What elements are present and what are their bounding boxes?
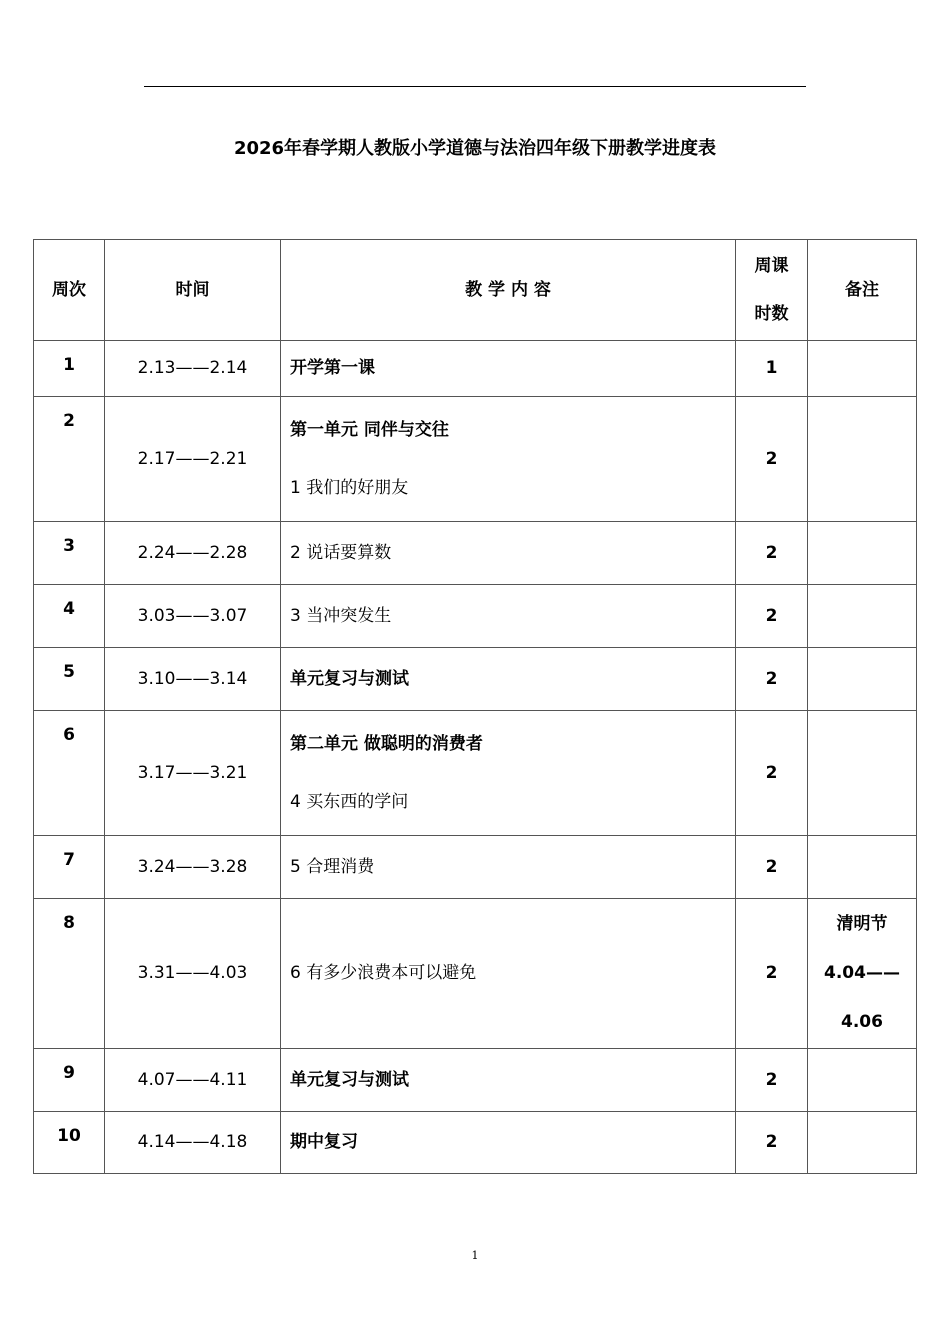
content-cell: 开学第一课 (281, 341, 736, 397)
note-cell (808, 397, 917, 522)
time-cell: 3.17——3.21 (105, 711, 281, 836)
content-cell: 2 说话要算数 (281, 522, 736, 585)
content-cell: 6 有多少浪费本可以避免 (281, 899, 736, 1049)
week-cell: 7 (34, 836, 105, 899)
week-cell: 6 (34, 711, 105, 836)
schedule-table (33, 239, 917, 1174)
note-holiday: 清明节 (836, 914, 888, 934)
hours-cell: 2 (736, 522, 808, 585)
week-cell: 9 (34, 1049, 105, 1112)
note-cell (808, 1049, 917, 1112)
header-note: 备注 (808, 240, 917, 341)
header-hours-line2: 时数 (754, 304, 789, 324)
note-date-end: 4.06 (841, 1012, 883, 1032)
table-row (34, 585, 917, 648)
content-cell: 单元复习与测试 (281, 648, 736, 711)
content-cell: 3 当冲突发生 (281, 585, 736, 648)
table-row (34, 836, 917, 899)
note-date-start: 4.04—— (824, 963, 900, 983)
time-cell: 3.03——3.07 (105, 585, 281, 648)
week-cell: 5 (34, 648, 105, 711)
time-cell: 4.14——4.18 (105, 1112, 281, 1174)
document-title: 2026年春学期人教版小学道德与法治四年级下册教学进度表 (233, 138, 717, 159)
note-cell (808, 899, 917, 1049)
week-cell: 8 (34, 899, 105, 1049)
week-cell: 4 (34, 585, 105, 648)
week-cell: 1 (34, 341, 105, 397)
table-row (34, 711, 917, 836)
time-cell: 2.13——2.14 (105, 341, 281, 397)
hours-cell: 2 (736, 585, 808, 648)
hours-cell: 2 (736, 397, 808, 522)
hours-cell: 2 (736, 711, 808, 836)
hours-cell: 2 (736, 899, 808, 1049)
note-cell (808, 711, 917, 836)
content-cell (281, 711, 736, 836)
header-rule (144, 86, 806, 87)
note-cell (808, 341, 917, 397)
note-cell (808, 522, 917, 585)
header-hours-line1: 周课 (754, 256, 789, 276)
table-row (34, 522, 917, 585)
header-hours (736, 240, 808, 341)
table-row (34, 341, 917, 397)
note-cell (808, 1112, 917, 1174)
table-row (34, 1049, 917, 1112)
note-cell (808, 836, 917, 899)
hours-cell: 2 (736, 648, 808, 711)
hours-cell: 2 (736, 1112, 808, 1174)
lesson-item: 1 我们的好朋友 (290, 478, 409, 498)
note-cell (808, 648, 917, 711)
page-number: 1 (471, 1249, 479, 1262)
unit-title: 第二单元 做聪明的消费者 (290, 733, 483, 754)
hours-cell: 2 (736, 836, 808, 899)
week-cell: 10 (34, 1112, 105, 1174)
time-cell: 3.10——3.14 (105, 648, 281, 711)
table-row (34, 899, 917, 1049)
header-week: 周次 (34, 240, 105, 341)
hours-cell: 1 (736, 341, 808, 397)
content-cell: 单元复习与测试 (281, 1049, 736, 1112)
table-row (34, 1112, 917, 1174)
table-header-row (34, 240, 917, 341)
time-cell: 4.07——4.11 (105, 1049, 281, 1112)
header-content: 教 学 内 容 (281, 240, 736, 341)
week-cell: 3 (34, 522, 105, 585)
week-cell: 2 (34, 397, 105, 522)
content-cell (281, 397, 736, 522)
header-time: 时间 (105, 240, 281, 341)
time-cell: 2.24——2.28 (105, 522, 281, 585)
time-cell: 2.17——2.21 (105, 397, 281, 522)
lesson-item: 4 买东西的学问 (290, 792, 409, 812)
note-cell (808, 585, 917, 648)
table-row (34, 397, 917, 522)
hours-cell: 2 (736, 1049, 808, 1112)
content-cell: 5 合理消费 (281, 836, 736, 899)
unit-title: 第一单元 同伴与交往 (290, 419, 449, 440)
time-cell: 3.24——3.28 (105, 836, 281, 899)
time-cell: 3.31——4.03 (105, 899, 281, 1049)
content-cell: 期中复习 (281, 1112, 736, 1174)
table-row (34, 648, 917, 711)
